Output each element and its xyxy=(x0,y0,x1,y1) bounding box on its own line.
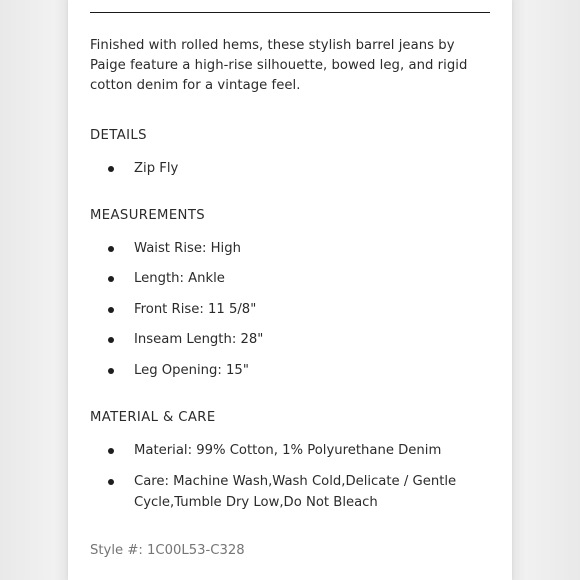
bullet-icon xyxy=(108,246,114,252)
details-heading: DETAILS xyxy=(90,128,147,143)
list-item-text: Waist Rise: High xyxy=(134,241,241,256)
list-item-text: Inseam Length: 28" xyxy=(134,332,264,347)
bullet-icon xyxy=(108,479,114,485)
background-right xyxy=(512,0,580,580)
list-item-text: Care: Machine Wash,Wash Cold,Delicate / Gentle Cycle,Tumble Dry Low,Do Not Bleach xyxy=(134,474,457,510)
style-number: Style #: 1C00L53-C328 xyxy=(90,543,245,558)
bullet-icon xyxy=(108,448,114,454)
bullet-icon xyxy=(108,337,114,343)
bullet-icon xyxy=(108,307,114,313)
background-left xyxy=(0,0,68,580)
list-item-text: Length: Ankle xyxy=(134,271,225,286)
top-divider xyxy=(90,12,490,13)
measurements-heading: MEASUREMENTS xyxy=(90,208,206,223)
material-care-heading: MATERIAL & CARE xyxy=(90,410,216,425)
product-details-panel xyxy=(68,0,512,580)
bullet-icon xyxy=(108,166,114,172)
list-item-text: Leg Opening: 15" xyxy=(134,363,249,378)
list-item-text: Material: 99% Cotton, 1% Polyurethane Denim xyxy=(134,443,442,458)
list-item-text: Zip Fly xyxy=(134,161,179,176)
product-description: Finished with rolled hems, these stylish barrel jeans by Paige feature a high-rise silhouette, bowed leg, and rigid cotton denim for a vintage feel. xyxy=(90,38,468,93)
bullet-icon xyxy=(108,276,114,282)
bullet-icon xyxy=(108,368,114,374)
list-item-text: Front Rise: 11 5/8" xyxy=(134,302,257,317)
